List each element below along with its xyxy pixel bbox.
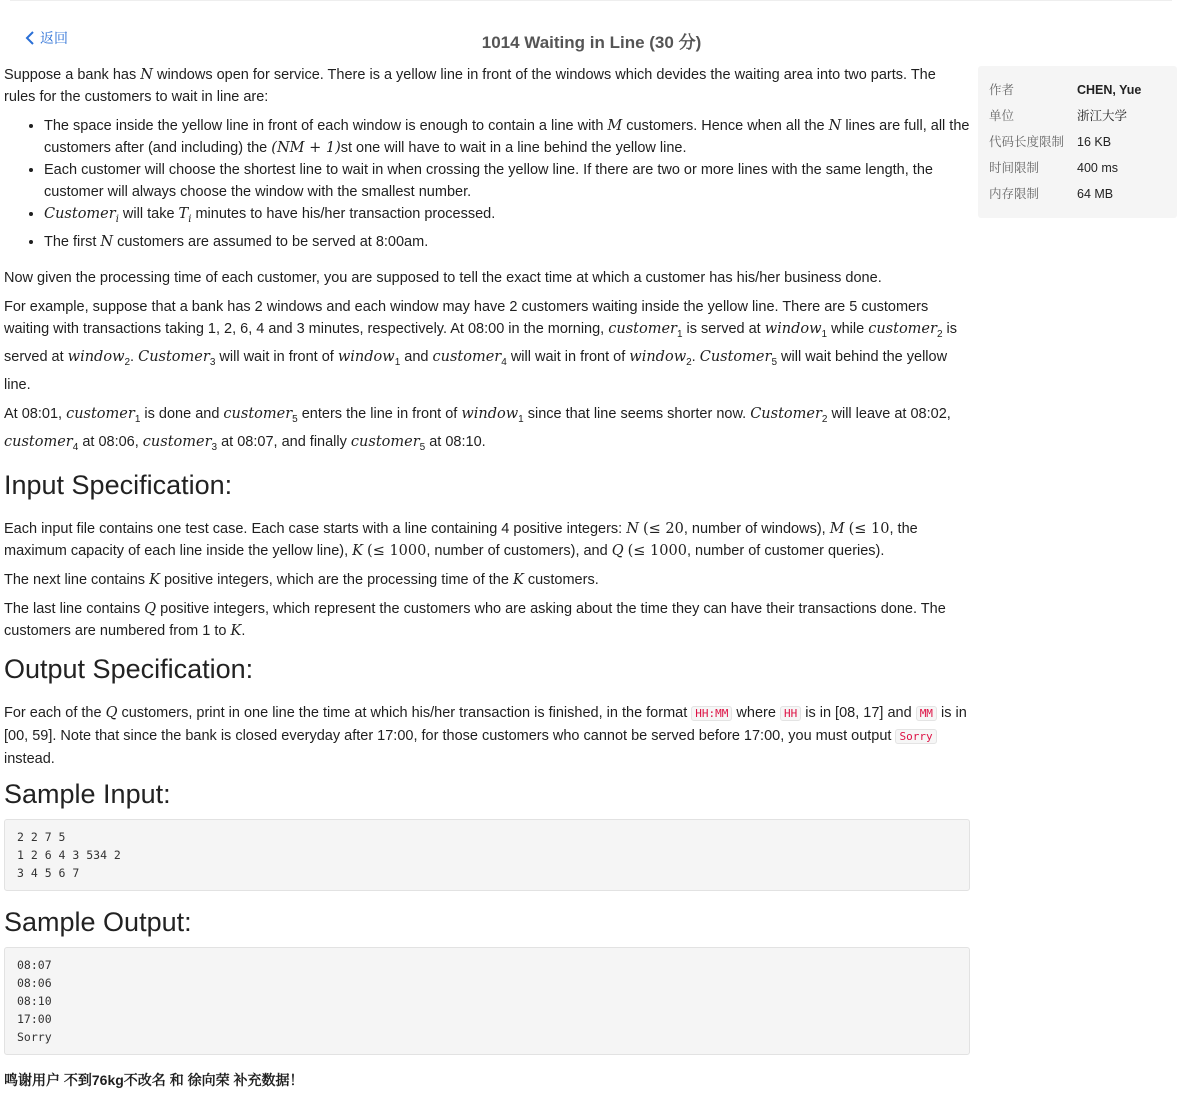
rules-list — [4, 115, 970, 253]
input-spec-heading: Input Specification: — [4, 470, 233, 501]
info-row-author: 作者 CHEN, Yue — [989, 83, 1142, 97]
info-row-time-limit: 时间限制 400 ms — [989, 161, 1118, 175]
list-item: • The first N customers are assumed to be served at 8:00am. — [44, 231, 970, 253]
page-title: 1014 Waiting in Line (30 分) — [481, 33, 702, 52]
list-item: • Customer$_i$ will take $T_i$ minutes to have his/her transaction processed. — [44, 203, 970, 231]
input-spec-paragraph: The next line contains K positive integers, which are the processing time of the K customers. — [4, 572, 599, 589]
inline-code: Sorry — [895, 729, 936, 744]
info-row-org: 单位 浙江大学 — [989, 109, 1128, 123]
sample-input-heading: Sample Input: — [4, 779, 171, 810]
example-paragraph: At 08:01, customer$_1$ is done and customer$_5$ enters the line in front of window$_1$ since that line seems shorter now. Customer$_2$ will leave at 08:02, customer$_4$ at 08:06, customer$_3$ at 08:07, and finally customer$_5$ at 08:10. — [4, 405, 951, 453]
problem-content — [4, 64, 970, 1091]
back-label: 返回 — [40, 30, 68, 46]
input-spec-paragraph: Each input file contains one test case. Each case starts with a line containing 4 positive integers: N (≤ 20, number of windows), M (≤ 10, the maximum capacity of each line inside the yellow line), K (≤ 1000, number of customers), and Q (≤ 1000, number of customer queries). — [4, 521, 918, 560]
top-divider — [10, 0, 1172, 1]
info-panel — [978, 66, 1177, 218]
output-spec-heading: Output Specification: — [4, 654, 254, 685]
acknowledgement: 鸣谢用户 不到76kg不改名 和 徐向荣 补充数据！ — [4, 1072, 304, 1089]
list-item: • Each customer will choose the shortest line to wait in when crossing the yellow line. If there are two or more lines with the same length, the customer will always choose the window with the smallest number. — [44, 159, 970, 203]
example-paragraph: For example, suppose that a bank has 2 windows and each window may have 2 customers waiting inside the yellow line. There are 5 customers waiting with transactions taking 1, 2, 6, 4 and 3 minutes, respectively. At 08:00 in the morning, customer$_1$ is served at window$_1$ while customer$_2$ is served at window$_2$. Customer$_3$ will wait in front of window$_1$ and customer$_4$ will wait in front of window$_2$. Customer$_5$ will wait behind the yellow line. — [4, 298, 958, 393]
sample-input-block[interactable]: 2 2 7 5 1 2 6 4 3 534 2 3 4 5 6 7 — [4, 819, 970, 891]
inline-code: HH — [780, 706, 801, 721]
description-paragraph: Suppose a bank has N windows open for service. There is a yellow line in front of the windows which devides the waiting area into two parts. The rules for the customers to wait in line are: — [4, 67, 936, 105]
inline-code: HH:MM — [691, 706, 732, 721]
output-spec-paragraph: For each of the Q customers, print in one line the time at which his/her transaction is finished, in the format HH:MM where HH is in [08, 17] and MM is in [00, 59]. Note that since the bank is closed everyday after 17:00, for those customers who cannot be served before 17:00, you must output Sorry instead. — [4, 705, 967, 768]
inline-code: MM — [916, 706, 937, 721]
sample-output-heading: Sample Output: — [4, 907, 192, 938]
info-row-memory-limit: 内存限制 64 MB — [989, 187, 1114, 201]
description-paragraph: Now given the processing time of each customer, you are supposed to tell the exact time at which a customer has his/her business done. — [4, 269, 882, 286]
sample-output-block[interactable]: 08:07 08:06 08:10 17:00 Sorry — [4, 947, 970, 1055]
info-row-code-limit: 代码长度限制 16 KB — [989, 135, 1112, 149]
list-item: • The space inside the yellow line in front of each window is enough to contain a line with M customers. Hence when all the N lines are full, all the customers after (and including) the (NM + 1)st one will have to wait in a line behind the yellow line. — [44, 115, 970, 159]
input-spec-paragraph: The last line contains Q positive integers, which represent the customers who are asking about the time they can have their transactions done. The customers are numbered from 1 to K. — [4, 601, 946, 640]
